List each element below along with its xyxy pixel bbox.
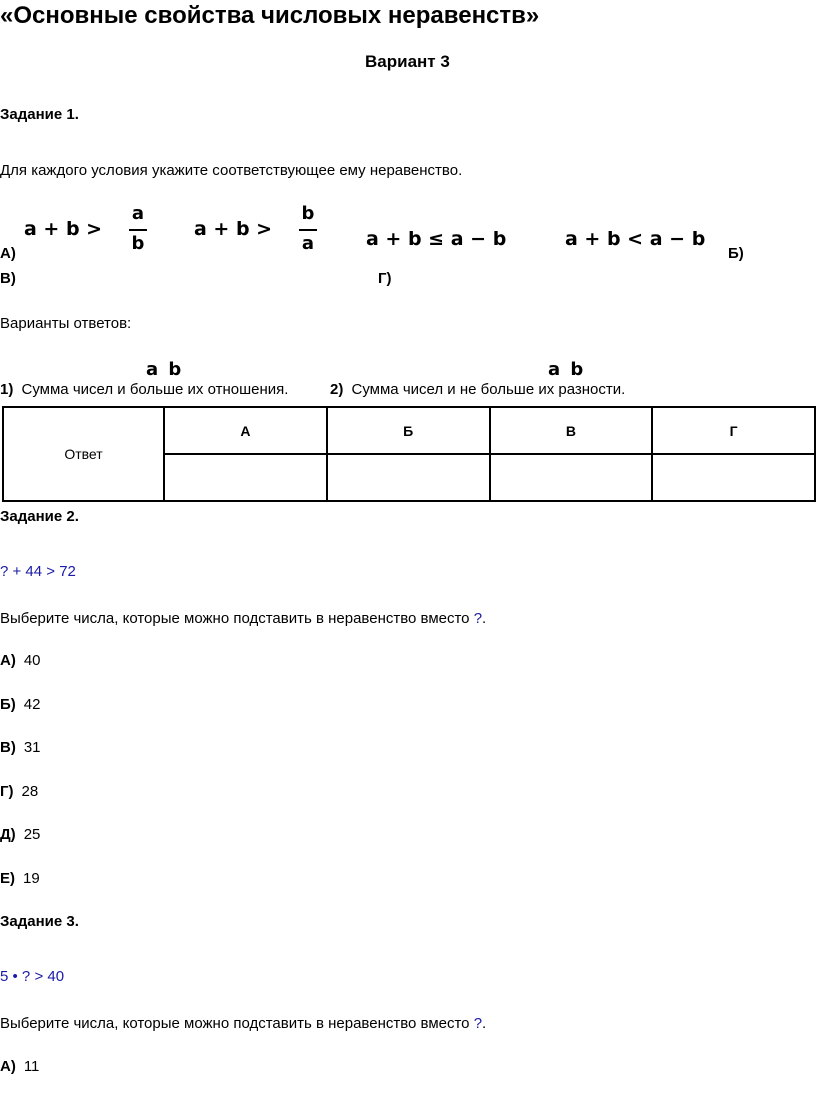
inequality-1-left: a + b >: [24, 218, 103, 240]
option-value: 11: [23, 1058, 40, 1075]
task3-instruction: Выберите числа, которые можно подставить в неравенство вместо: [0, 1015, 470, 1032]
inequality-4: a + b < a − b: [565, 228, 706, 250]
task2-period: .: [482, 610, 487, 627]
answer-cell-b[interactable]: [327, 454, 490, 501]
column-header-g: Г: [652, 407, 815, 454]
answer-1-text: Сумма чисел и больше их отношения.: [21, 381, 289, 398]
task2-option-g: [0, 783, 38, 800]
option-label: А): [0, 652, 16, 669]
inequality-2-left: a + b >: [194, 218, 273, 240]
inequality-1-denominator: b: [131, 233, 145, 254]
option-value: 42: [23, 696, 41, 713]
task2-heading: Задание 2.: [0, 508, 79, 525]
column-header-a: А: [164, 407, 327, 454]
option-value: 40: [23, 652, 41, 669]
option-label: А): [0, 1058, 16, 1075]
option-label: В): [0, 739, 16, 756]
fraction-bar: [129, 229, 147, 231]
answer-row-label: Ответ: [3, 407, 164, 501]
task2-option-b: [0, 696, 40, 713]
task2-instruction: Выберите числа, которые можно подставить в неравенство вместо: [0, 610, 470, 627]
answer-1-variables: a b: [146, 359, 182, 380]
task2-option-a: [0, 652, 41, 669]
option-value: 31: [23, 739, 41, 756]
task1-instruction: Для каждого условия укажите соответствующее ему неравенство.: [0, 162, 463, 179]
answers-heading: Варианты ответов:: [0, 315, 132, 332]
label-a: А): [0, 245, 16, 262]
inequality-1-numerator: a: [131, 203, 145, 224]
task3-heading: Задание 3.: [0, 913, 79, 930]
inequality-2-denominator: a: [301, 233, 315, 254]
task2-instruction-line: [0, 610, 486, 627]
answer-option-1: [0, 381, 288, 398]
option-value: 25: [23, 826, 41, 843]
label-g: Г): [378, 270, 392, 287]
task1-heading: Задание 1.: [0, 106, 79, 123]
task2-option-v: [0, 739, 41, 756]
task3-qmark: ?: [473, 1015, 483, 1032]
answer-cell-a[interactable]: [164, 454, 327, 501]
answer-cell-g[interactable]: [652, 454, 815, 501]
variant-heading: Вариант 3: [365, 52, 450, 71]
option-label: Д): [0, 826, 16, 843]
column-header-v: В: [490, 407, 653, 454]
task2-expression: ? + 44 > 72: [0, 563, 76, 580]
option-label: Б): [0, 696, 16, 713]
option-label: Г): [0, 783, 14, 800]
column-header-b: Б: [327, 407, 490, 454]
task2-option-e: [0, 870, 40, 887]
task3-option-a: [0, 1058, 39, 1075]
task2-option-d: [0, 826, 40, 843]
answer-2-variables: a b: [548, 359, 584, 380]
task3-period: .: [482, 1015, 487, 1032]
task2-qmark: ?: [473, 610, 483, 627]
fraction-bar: [299, 229, 317, 231]
answer-2-number: 2): [330, 381, 344, 398]
label-v: В): [0, 270, 16, 287]
answer-table: [2, 406, 816, 502]
inequality-2-numerator: b: [301, 203, 315, 224]
task3-instruction-line: [0, 1015, 486, 1032]
page-title: «Основные свойства числовых неравенств»: [0, 2, 540, 29]
task3-expression: 5 • ? > 40: [0, 968, 65, 985]
inequality-3: a + b ≤ a − b: [366, 228, 507, 250]
option-value: 28: [21, 783, 39, 800]
label-b: Б): [728, 245, 744, 262]
answer-option-2: [330, 381, 625, 398]
answer-cell-v[interactable]: [490, 454, 653, 501]
answer-2-text: Сумма чисел и не больше их разности.: [351, 381, 626, 398]
option-label: Е): [0, 870, 15, 887]
answer-1-number: 1): [0, 381, 14, 398]
option-value: 19: [23, 870, 40, 887]
